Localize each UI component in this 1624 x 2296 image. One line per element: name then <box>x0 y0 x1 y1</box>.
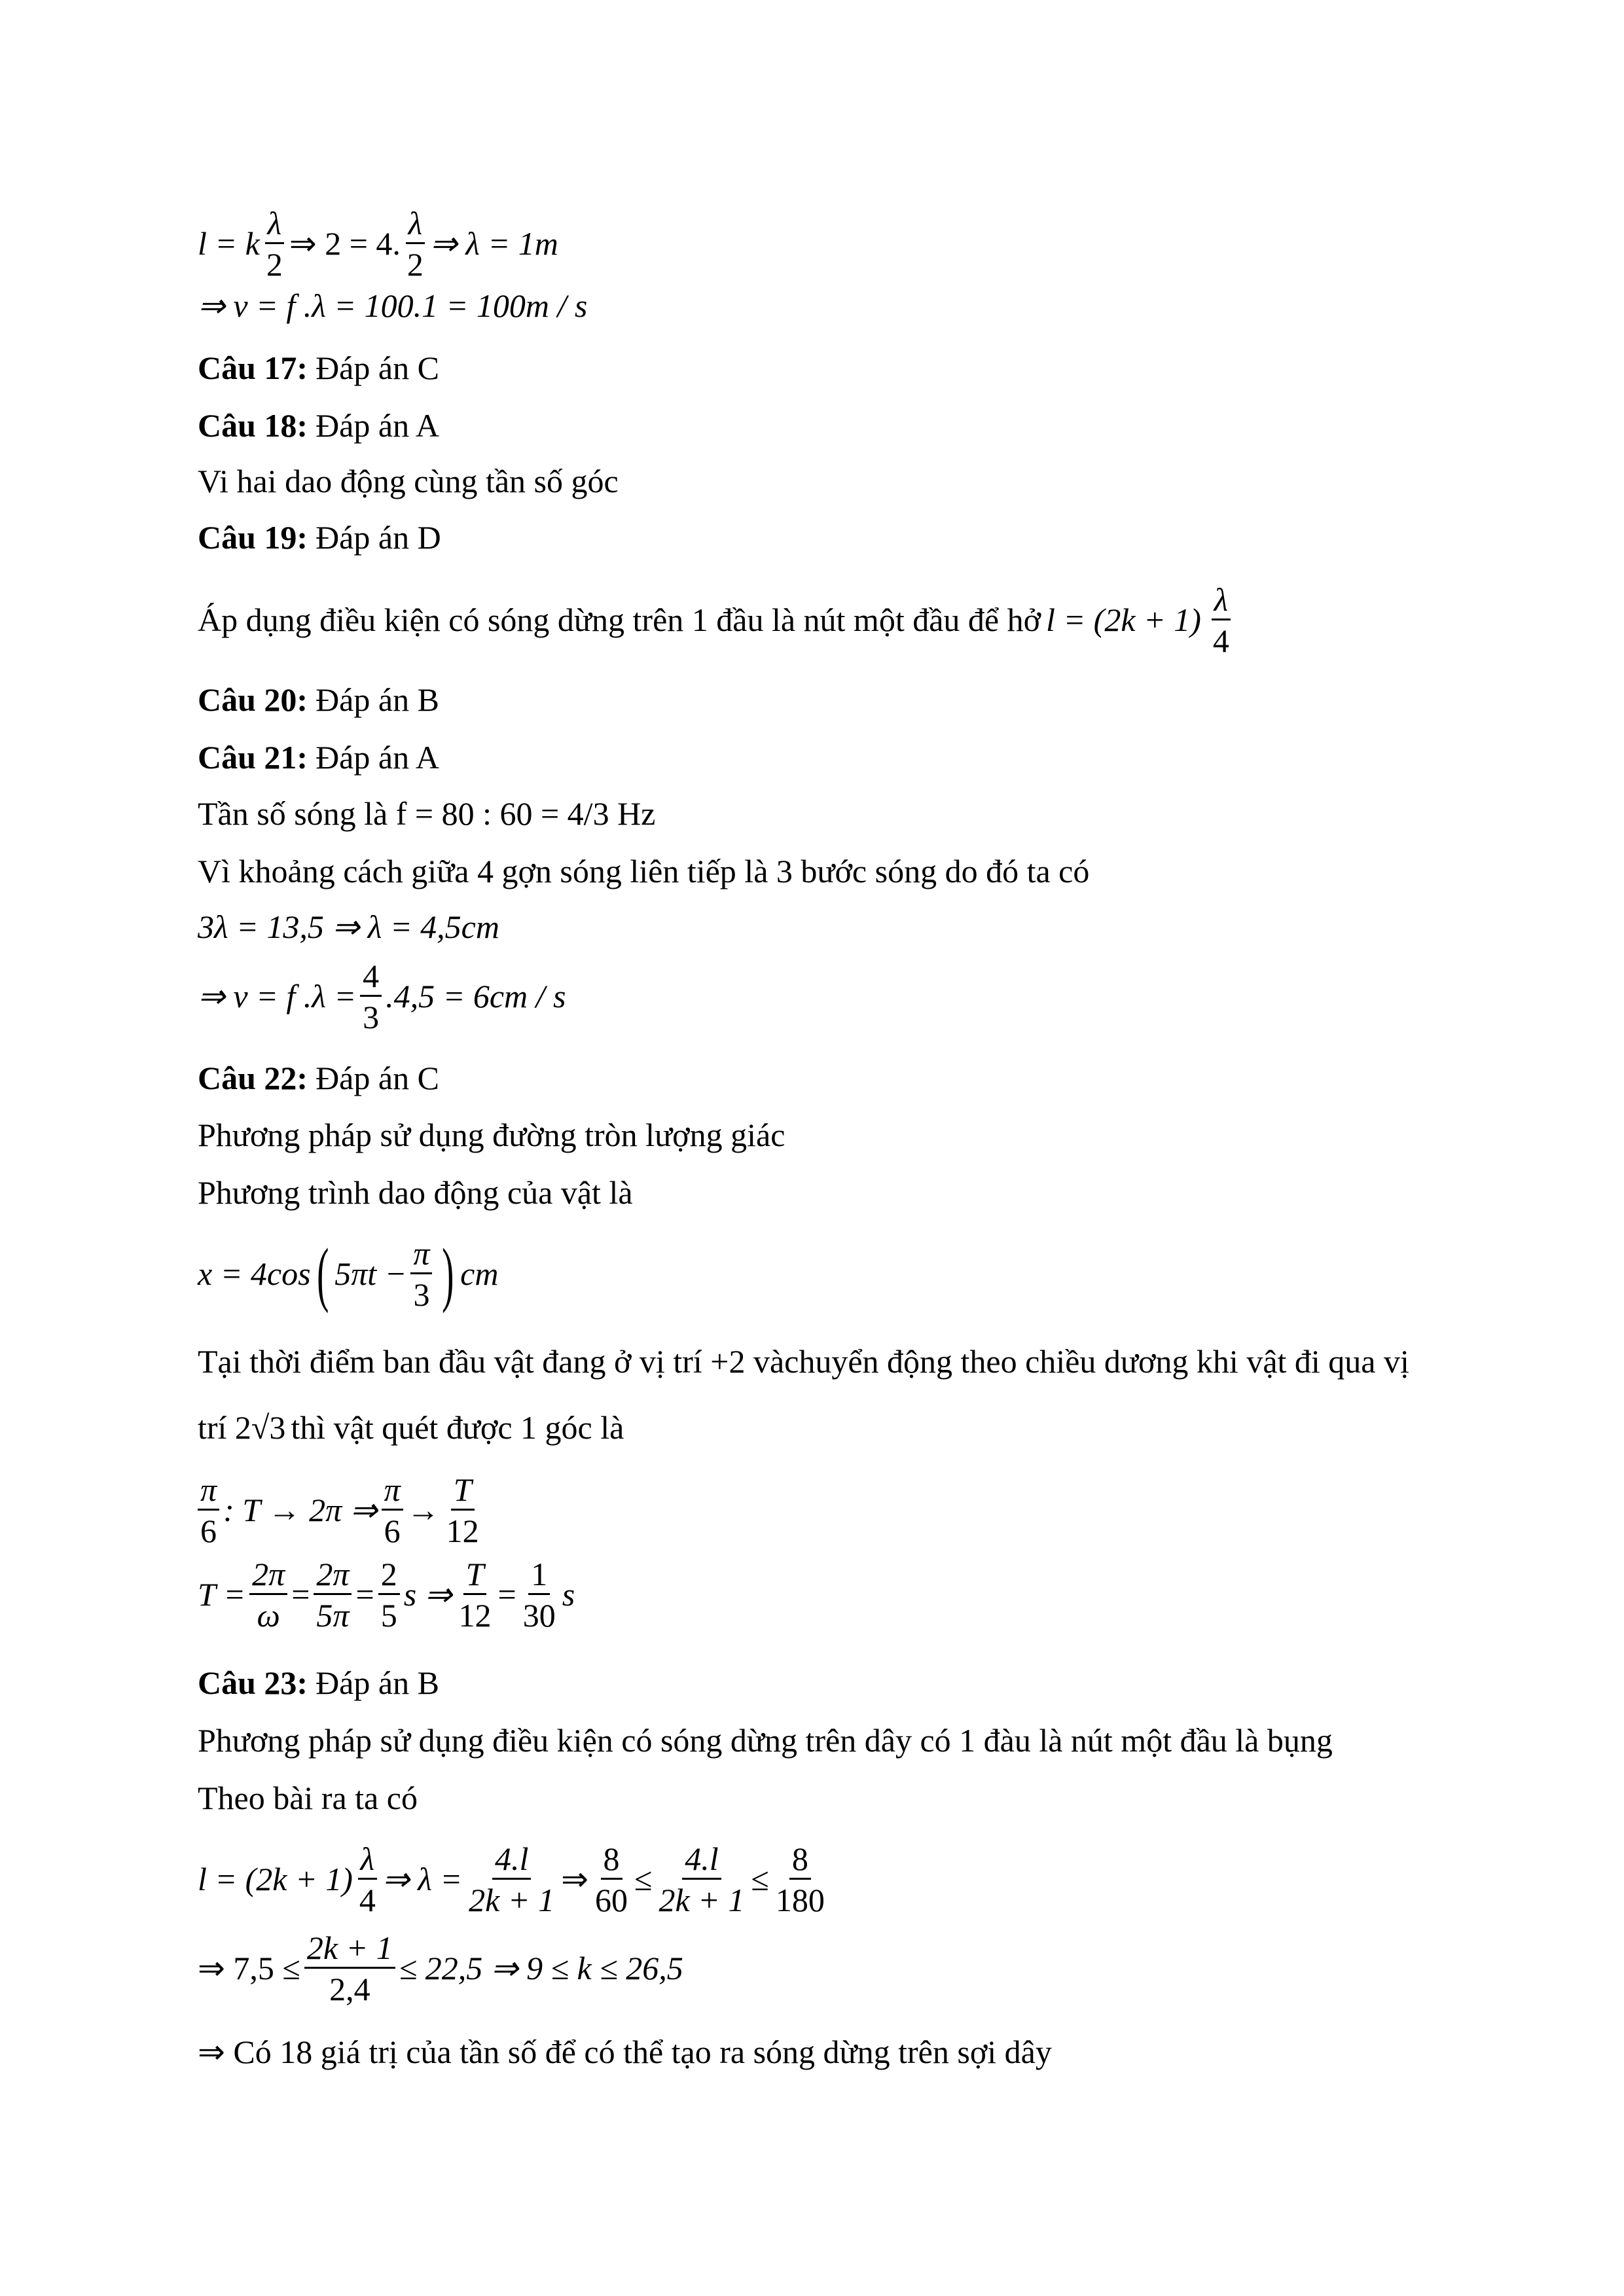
numerator: λ <box>265 207 285 244</box>
numerator: 2k + 1 <box>304 1931 395 1969</box>
numerator: π <box>410 1237 432 1274</box>
answer: Đáp án C <box>316 350 439 386</box>
fraction <box>405 204 426 283</box>
answer: Đáp án B <box>316 681 439 718</box>
numerator: 2 <box>378 1558 400 1595</box>
numerator: 4.l <box>492 1842 531 1880</box>
numerator: 2π <box>314 1558 352 1595</box>
fraction <box>314 1555 352 1634</box>
fraction <box>1210 583 1232 657</box>
question-18 <box>198 406 439 445</box>
answer: Đáp án A <box>316 407 439 444</box>
formula-part: cm <box>460 1255 499 1292</box>
explanation-text: Vi hai dao động cùng tần số góc <box>198 463 619 499</box>
formula-part: s <box>562 1576 575 1613</box>
formula-part: : T → 2π ⇒ <box>223 1492 378 1528</box>
question-21 <box>198 738 439 777</box>
numerator: 4 <box>360 960 382 997</box>
formula <box>198 957 566 1035</box>
formula <box>198 1471 486 1549</box>
denominator: 6 <box>200 1512 217 1549</box>
formula-part: T = <box>198 1576 246 1613</box>
formula-part: ⇒ v = f .λ = <box>198 978 357 1014</box>
fraction <box>592 1842 630 1916</box>
denominator: 3 <box>413 1276 430 1313</box>
fraction <box>264 204 285 283</box>
numerator: T <box>463 1558 487 1595</box>
denominator: 2k + 1 <box>659 1881 745 1918</box>
fraction <box>466 1842 557 1916</box>
denominator: 60 <box>595 1881 628 1918</box>
numerator: λ <box>1212 583 1231 620</box>
denominator: 2,4 <box>329 1970 370 2007</box>
question-label: Câu 20: <box>198 681 308 718</box>
answer: Đáp án A <box>316 739 439 776</box>
numerator: π <box>382 1473 403 1511</box>
answer: Đáp án D <box>316 519 441 556</box>
explanation-text: Phương pháp sử dụng đường tròn lượng giác <box>198 1117 785 1153</box>
explanation-text <box>198 1408 624 1447</box>
fraction <box>249 1555 287 1634</box>
denominator: 12 <box>458 1596 492 1634</box>
formula-part: ⇒ 2 = 4. <box>289 225 401 262</box>
explanation-text: Phương pháp sử dụng điều kiện có sóng dừng trên dây có 1 đàu là nút một đầu là bụng <box>198 1722 1333 1759</box>
denominator: 12 <box>446 1512 479 1549</box>
numerator: 8 <box>601 1842 623 1880</box>
denominator: 3 <box>363 998 380 1035</box>
formula-part: l = (2k + 1) <box>1046 601 1201 638</box>
answer: Đáp án C <box>316 1060 439 1096</box>
denominator: 180 <box>775 1881 825 1918</box>
denominator: 2 <box>406 245 424 283</box>
explanation-19 <box>198 581 1236 659</box>
formula-part: = <box>291 1576 310 1613</box>
denominator: 4 <box>1212 622 1229 659</box>
numerator: 2π <box>249 1558 287 1595</box>
denominator: 5π <box>316 1596 350 1634</box>
formula-part: ≤ 22,5 ⇒ 9 ≤ k ≤ 26,5 <box>399 1950 683 1986</box>
explanation-text: Áp dụng điều kiện có sóng dừng trên 1 đầu là nút một đầu để hở <box>198 601 1041 638</box>
numerator: T <box>451 1473 475 1511</box>
denominator: ω <box>257 1596 280 1634</box>
numerator: 8 <box>789 1842 811 1880</box>
denominator: 2k + 1 <box>469 1881 555 1918</box>
formula-part: ≤ <box>634 1861 653 1897</box>
formula <box>198 1840 831 1918</box>
formula-part: ⇒ λ = <box>382 1861 463 1897</box>
formula-part: l = (2k + 1) <box>198 1861 353 1897</box>
question-label: Câu 17: <box>198 350 308 386</box>
formula-part: = <box>355 1576 374 1613</box>
fraction <box>382 1473 403 1547</box>
explanation-text: Vì khoảng cách giữa 4 gợn sóng liên tiếp là 3 bước sóng do đó ta có <box>198 853 1090 889</box>
denominator: 4 <box>359 1881 376 1918</box>
formula-part: ≤ <box>751 1861 769 1897</box>
numerator: 4.l <box>682 1842 721 1880</box>
question-17 <box>198 348 439 387</box>
fraction <box>456 1555 494 1634</box>
explanation-text: Theo bài ra ta có <box>198 1780 418 1816</box>
paren: ( <box>316 1234 329 1314</box>
explanation-text: Tần số sóng là f = 80 : 60 = 4/3 Hz <box>198 795 656 832</box>
fraction <box>198 1473 219 1547</box>
question-label: Câu 23: <box>198 1664 308 1701</box>
formula-wavelength <box>198 204 558 283</box>
denominator: 6 <box>384 1512 401 1549</box>
question-22 <box>198 1058 439 1098</box>
formula-part: ⇒ λ = 1m <box>429 225 558 262</box>
answer: Đáp án B <box>316 1664 439 1701</box>
question-label: Câu 19: <box>198 519 308 556</box>
numerator: π <box>198 1473 219 1511</box>
question-23 <box>198 1663 439 1702</box>
fraction <box>520 1555 558 1634</box>
fraction <box>357 1842 378 1916</box>
formula-velocity: ⇒ v = f .λ = 100.1 = 100m / s <box>198 287 588 324</box>
question-label: Câu 18: <box>198 407 308 444</box>
fraction <box>360 957 382 1035</box>
numerator: λ <box>406 207 425 244</box>
explanation-text: Tại thời điểm ban đầu vật đang ở vị trí +2 vàchuyển động theo chiều dương khi vật đi qua vị <box>198 1343 1409 1380</box>
question-label: Câu 21: <box>198 739 308 776</box>
paren: ) <box>442 1234 454 1314</box>
fraction <box>410 1234 432 1313</box>
formula-part: 5πt − <box>334 1255 407 1292</box>
fraction <box>656 1842 747 1916</box>
denominator: 2 <box>266 245 283 283</box>
formula-part: ⇒ 7,5 ≤ <box>198 1950 300 1986</box>
denominator: 30 <box>522 1596 556 1634</box>
fraction <box>444 1473 482 1547</box>
formula-part: s ⇒ <box>403 1576 452 1613</box>
text-part: trí 2√3 <box>198 1409 286 1446</box>
conclusion-text: ⇒ Có 18 giá trị của tần số để có thể tạo ra sóng dừng trên sợi dây <box>198 2034 1052 2070</box>
fraction <box>304 1931 395 2005</box>
denominator: 5 <box>380 1596 397 1634</box>
question-label: Câu 22: <box>198 1060 308 1096</box>
fraction <box>773 1842 827 1916</box>
numerator: 1 <box>528 1558 550 1595</box>
formula-part: .4,5 = 6cm / s <box>386 978 566 1014</box>
question-20 <box>198 680 439 719</box>
formula-part: ⇒ <box>561 1861 589 1897</box>
fraction <box>378 1555 400 1634</box>
formula-part: x = 4cos <box>198 1255 311 1292</box>
formula <box>198 1929 683 2007</box>
numerator: λ <box>358 1842 378 1880</box>
text-part: thì vật quét được 1 góc là <box>291 1409 624 1446</box>
formula-part: = <box>497 1576 516 1613</box>
explanation-text: Phương trình dao động của vật là <box>198 1174 633 1211</box>
formula-part: l = k <box>198 225 260 262</box>
formula-part: → <box>406 1492 440 1528</box>
formula: 3λ = 13,5 ⇒ λ = 4,5cm <box>198 908 499 945</box>
question-19 <box>198 518 441 557</box>
formula-oscillation <box>198 1234 499 1314</box>
